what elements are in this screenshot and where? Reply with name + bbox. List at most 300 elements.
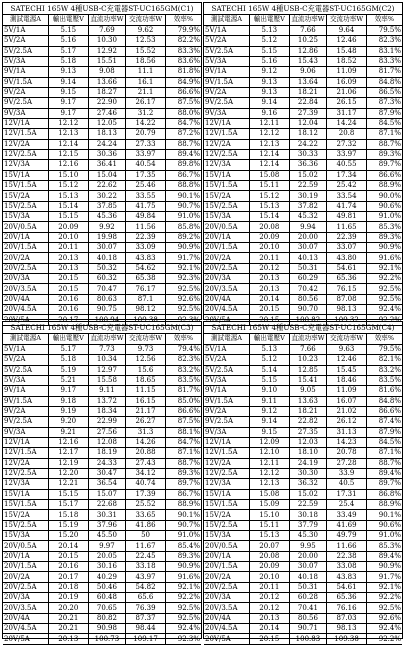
efficiency-cell: 84.5% <box>366 437 402 447</box>
table-row <box>204 562 402 572</box>
dc-power-cell: 27.46 <box>88 108 126 118</box>
output-voltage-cell: 20.08 <box>250 222 290 232</box>
ac-power-cell: 12.46 <box>327 36 367 46</box>
efficiency-cell: 90.7% <box>165 201 201 211</box>
dc-power-cell: 45.32 <box>289 212 327 222</box>
output-voltage-cell: 20.15 <box>49 551 89 561</box>
output-voltage-cell: 20.11 <box>250 253 290 263</box>
test-source-cell: 15V/2.5A <box>3 201 49 211</box>
ac-power-cell: 18.56 <box>126 56 166 66</box>
efficiency-cell: 90.9% <box>366 243 402 253</box>
table-row <box>204 344 402 354</box>
table-row <box>204 593 402 603</box>
dc-power-cell: 50.31 <box>289 582 327 592</box>
table-row <box>3 510 201 520</box>
dc-power-cell: 90.70 <box>289 305 327 315</box>
test-source-cell: 9V/1.5A <box>204 396 250 406</box>
ac-power-cell: 25.4 <box>327 500 367 510</box>
results-panel-c4 <box>203 321 403 643</box>
test-source-cell: 15V/1A <box>3 170 49 180</box>
table-row <box>204 500 402 510</box>
test-source-cell: 20V/2.5A <box>204 582 250 592</box>
efficiency-cell: 81.8% <box>165 67 201 77</box>
efficiency-cell: 83.2% <box>366 365 402 375</box>
test-source-cell: 9V/2A <box>3 87 49 97</box>
ac-power-cell: 22.39 <box>327 232 367 242</box>
test-source-cell: 9V/1.5A <box>3 396 49 406</box>
test-source-cell: 15V/1A <box>3 489 49 499</box>
table-row <box>3 365 201 375</box>
output-voltage-cell: 12.14 <box>49 139 89 149</box>
output-voltage-cell: 5.17 <box>49 46 89 56</box>
ac-power-cell: 54.62 <box>126 263 166 273</box>
table-row <box>3 191 201 201</box>
ac-power-cell: 22.38 <box>327 551 367 561</box>
output-voltage-cell: 20.10 <box>250 243 290 253</box>
test-source-cell: 20V/2A <box>3 572 49 582</box>
output-voltage-cell: 5.18 <box>49 355 89 365</box>
dc-power-cell: 20.05 <box>88 551 126 561</box>
ac-power-cell: 16.15 <box>126 396 166 406</box>
table-row <box>204 365 402 375</box>
dc-power-cell: 27.56 <box>88 427 126 437</box>
ac-power-cell: 41.75 <box>126 201 166 211</box>
output-voltage-cell: 5.17 <box>49 344 89 354</box>
output-voltage-cell: 20.09 <box>49 222 89 232</box>
efficiency-cell: 92.4% <box>366 305 402 315</box>
test-source-cell: 15V/3A <box>204 531 250 541</box>
dc-power-cell: 30.30 <box>289 468 327 478</box>
efficiency-cell: 86.5% <box>366 87 402 97</box>
table-row <box>204 170 402 180</box>
output-voltage-cell: 15.17 <box>49 500 89 510</box>
ac-power-cell: 98.12 <box>126 305 166 315</box>
table-row <box>204 448 402 458</box>
dc-power-cell: 18.19 <box>88 448 126 458</box>
ac-power-cell: 33.18 <box>126 562 166 572</box>
efficiency-cell: 86.7% <box>165 489 201 499</box>
table-row <box>204 375 402 385</box>
dc-power-cell: 13.72 <box>88 396 126 406</box>
output-voltage-header: 輸出電壓V <box>49 15 89 25</box>
dc-power-cell: 30.22 <box>88 191 126 201</box>
table-row <box>204 603 402 613</box>
test-source-cell: 20V/1.5A <box>204 562 250 572</box>
ac-power-cell: 33.54 <box>327 191 367 201</box>
table-row <box>3 551 201 561</box>
test-source-cell: 15V/1A <box>204 170 250 180</box>
table-row <box>3 531 201 541</box>
test-source-cell: 12V/1A <box>204 437 250 447</box>
test-source-cell: 12V/2.5A <box>204 149 250 159</box>
test-source-cell: 20V/5A <box>3 634 49 644</box>
efficiency-cell: 88.7% <box>366 139 402 149</box>
test-source-cell: 12V/3A <box>204 160 250 170</box>
panel-title: SATECHI 165W 4種USB-C充電器ST-UC165GM(C2) <box>204 3 402 15</box>
test-source-cell: 5V/3A <box>3 375 49 385</box>
table-row <box>204 613 402 623</box>
dc-power-cell: 15.02 <box>289 170 327 180</box>
test-source-cell: 20V/2A <box>204 253 250 263</box>
ac-power-cell: 18.65 <box>126 375 166 385</box>
table-row <box>204 396 402 406</box>
ac-power-cell: 21.17 <box>126 406 166 416</box>
efficiency-cell: 89.3% <box>366 149 402 159</box>
panel-title: SATECHI 165W 4種USB-C充電器ST-UC165GM(C4) <box>204 322 402 334</box>
dc-power-cell: 45.50 <box>88 531 126 541</box>
efficiency-cell: 89.2% <box>165 232 201 242</box>
test-source-cell: 12V/2.5A <box>204 468 250 478</box>
output-voltage-cell: 12.17 <box>49 448 89 458</box>
ac-power-cell: 98.44 <box>126 624 166 634</box>
dc-power-header: 直流功率W <box>88 334 126 344</box>
output-voltage-cell: 20.11 <box>49 243 89 253</box>
output-voltage-cell: 12.12 <box>250 129 290 139</box>
header-row <box>3 15 201 25</box>
ac-power-cell: 41.86 <box>126 520 166 530</box>
efficiency-cell: 90.9% <box>165 243 201 253</box>
ac-power-cell: 22.45 <box>126 551 166 561</box>
test-source-cell: 12V/1.5A <box>204 448 250 458</box>
dc-power-cell: 12.04 <box>289 118 327 128</box>
table-row <box>3 284 201 294</box>
efficiency-cell: 91.7% <box>165 253 201 263</box>
dc-power-cell: 10.23 <box>289 355 327 365</box>
table-row <box>204 386 402 396</box>
efficiency-cell: 83.5% <box>165 375 201 385</box>
ac-power-cell: 25.52 <box>126 500 166 510</box>
table-row <box>3 56 201 66</box>
efficiency-cell: 82.3% <box>366 36 402 46</box>
table-row <box>204 520 402 530</box>
ac-power-cell: 49.81 <box>327 212 367 222</box>
output-voltage-cell: 20.13 <box>250 284 290 294</box>
efficiency-cell: 82.2% <box>165 36 201 46</box>
table-row <box>3 427 201 437</box>
efficiency-cell: 90.1% <box>366 510 402 520</box>
efficiency-cell: 87.1% <box>366 448 402 458</box>
output-voltage-cell: 20.17 <box>49 572 89 582</box>
efficiency-cell: 87.9% <box>366 108 402 118</box>
table-row <box>3 294 201 304</box>
efficiency-cell: 84.7% <box>165 118 201 128</box>
efficiency-cell: 82.3% <box>165 355 201 365</box>
efficiency-cell: 79.9% <box>165 25 201 35</box>
table-row <box>204 406 402 416</box>
efficiency-cell: 89.3% <box>366 232 402 242</box>
table-row <box>204 437 402 447</box>
table-row <box>3 406 201 416</box>
output-voltage-cell: 9.14 <box>250 98 290 108</box>
ac-power-cell: 15.48 <box>327 46 367 56</box>
test-source-cell: 9V/3A <box>3 108 49 118</box>
ac-power-cell: 40.55 <box>327 160 367 170</box>
test-source-cell: 20V/1A <box>3 551 49 561</box>
panel-title: SATECHI 165W 4種USB-C充電器ST-UC165GM(C3) <box>3 322 201 334</box>
dc-power-cell: 70.65 <box>88 603 126 613</box>
test-source-cell: 5V/2.5A <box>204 46 250 56</box>
test-source-cell: 12V/2.5A <box>3 468 49 478</box>
dc-power-cell: 12.97 <box>88 365 126 375</box>
table-row <box>204 98 402 108</box>
output-voltage-cell: 9.14 <box>49 77 89 87</box>
efficiency-cell: 90.6% <box>366 520 402 530</box>
test-source-cell: 20V/3.5A <box>204 284 250 294</box>
efficiency-cell: 92.5% <box>165 284 201 294</box>
test-source-cell: 20V/0.5A <box>3 222 49 232</box>
table-row <box>204 551 402 561</box>
ac-power-cell: 9.73 <box>126 344 166 354</box>
test-source-cell: 9V/3A <box>204 108 250 118</box>
table-row <box>204 118 402 128</box>
efficiency-table <box>3 334 201 645</box>
test-source-cell: 20V/4A <box>204 294 250 304</box>
ac-power-cell: 27.32 <box>327 139 367 149</box>
ac-power-cell: 40.74 <box>126 479 166 489</box>
test-source-cell: 20V/2.5A <box>3 263 49 273</box>
efficiency-cell: 89.4% <box>366 468 402 478</box>
efficiency-cell: 83.3% <box>366 56 402 66</box>
dc-power-cell: 80.56 <box>289 613 327 623</box>
dc-power-cell: 45.30 <box>289 531 327 541</box>
output-voltage-cell: 9.12 <box>250 406 290 416</box>
dc-power-cell: 90.71 <box>289 624 327 634</box>
efficiency-cell: 83.6% <box>165 56 201 66</box>
efficiency-cell: 86.6% <box>165 406 201 416</box>
efficiency-cell: 87.5% <box>165 98 201 108</box>
efficiency-cell: 92.1% <box>165 582 201 592</box>
table-row <box>204 46 402 56</box>
efficiency-cell: 86.6% <box>366 170 402 180</box>
dc-power-cell: 13.64 <box>289 77 327 87</box>
table-row <box>3 613 201 623</box>
ac-power-header: 交流功率W <box>327 334 367 344</box>
test-source-cell: 9V/1.5A <box>204 77 250 87</box>
output-voltage-cell: 5.12 <box>250 36 290 46</box>
efficiency-cell: 92.2% <box>366 274 402 284</box>
test-source-cell: 9V/1A <box>204 386 250 396</box>
ac-power-cell: 11.15 <box>126 386 166 396</box>
table-row <box>3 634 201 644</box>
table-row <box>3 160 201 170</box>
ac-power-cell: 27.28 <box>327 458 367 468</box>
output-voltage-cell: 20.15 <box>49 274 89 284</box>
dc-power-cell: 12.86 <box>289 46 327 56</box>
dc-power-header: 直流功率W <box>88 15 126 25</box>
efficiency-cell: 90.9% <box>165 562 201 572</box>
output-voltage-cell: 9.15 <box>49 87 89 97</box>
efficiency-cell: 86.7% <box>165 170 201 180</box>
ac-power-cell: 16.09 <box>327 77 367 87</box>
test-source-cell: 15V/1A <box>204 489 250 499</box>
efficiency-cell: 92.3% <box>165 634 201 644</box>
test-source-cell: 15V/2.5A <box>204 201 250 211</box>
test-source-cell: 12V/3A <box>3 160 49 170</box>
dc-power-cell: 36.36 <box>289 160 327 170</box>
ac-power-cell: 31.3 <box>126 427 166 437</box>
ac-power-cell: 87.37 <box>126 613 166 623</box>
ac-power-cell: 26.17 <box>126 98 166 108</box>
test-source-cell: 20V/3A <box>3 593 49 603</box>
output-voltage-cell: 20.13 <box>250 613 290 623</box>
ac-power-cell: 65.36 <box>327 274 367 284</box>
table-row <box>204 25 402 35</box>
efficiency-cell: 92.2% <box>366 593 402 603</box>
test-source-cell: 12V/1A <box>204 118 250 128</box>
output-voltage-cell: 20.16 <box>49 294 89 304</box>
test-source-cell: 20V/2A <box>204 572 250 582</box>
dc-power-cell: 30.33 <box>289 149 327 159</box>
table-row <box>3 624 201 634</box>
table-row <box>204 582 402 592</box>
dc-power-cell: 10.30 <box>88 36 126 46</box>
dc-power-cell: 18.13 <box>88 129 126 139</box>
dc-power-cell: 15.04 <box>88 170 126 180</box>
dc-power-cell: 30.18 <box>289 510 327 520</box>
efficiency-cell: 84.5% <box>366 118 402 128</box>
test-source-cell: 9V/1A <box>3 386 49 396</box>
output-voltage-cell: 12.11 <box>250 458 290 468</box>
ac-power-cell: 17.39 <box>126 489 166 499</box>
output-voltage-cell: 15.13 <box>49 191 89 201</box>
output-voltage-cell: 9.17 <box>49 98 89 108</box>
test-source-cell: 20V/0.5A <box>204 541 250 551</box>
ac-power-header: 交流功率W <box>126 334 166 344</box>
table-row <box>204 489 402 499</box>
ac-power-cell: 41.74 <box>327 201 367 211</box>
output-voltage-cell: 5.18 <box>49 56 89 66</box>
ac-power-cell: 33.97 <box>126 149 166 159</box>
dc-power-cell: 50.31 <box>289 263 327 273</box>
efficiency-cell: 90.1% <box>165 510 201 520</box>
output-voltage-cell: 12.12 <box>250 468 290 478</box>
output-voltage-cell: 15.12 <box>49 181 89 191</box>
ac-power-cell: 33.07 <box>327 243 367 253</box>
test-source-cell: 20V/4A <box>3 294 49 304</box>
table-row <box>204 108 402 118</box>
output-voltage-header: 輸出電壓V <box>250 15 290 25</box>
test-source-cell: 15V/2A <box>204 191 250 201</box>
table-row <box>3 458 201 468</box>
test-source-cell: 20V/2.5A <box>204 263 250 273</box>
table-row <box>204 510 402 520</box>
output-voltage-cell: 15.14 <box>49 201 89 211</box>
efficiency-cell: 92.1% <box>165 263 201 273</box>
ac-power-cell: 18.52 <box>327 56 367 66</box>
efficiency-cell: 85.3% <box>366 541 402 551</box>
table-row <box>3 562 201 572</box>
output-voltage-cell: 12.13 <box>250 139 290 149</box>
output-voltage-cell: 20.13 <box>49 634 89 644</box>
output-voltage-header: 輸出電壓V <box>250 334 290 344</box>
dc-power-cell: 22.59 <box>289 500 327 510</box>
output-voltage-cell: 20.10 <box>49 232 89 242</box>
results-panel-c2 <box>203 2 403 324</box>
table-row <box>3 263 201 273</box>
table-row <box>204 129 402 139</box>
ac-power-cell: 27.33 <box>126 139 166 149</box>
table-row <box>204 541 402 551</box>
output-voltage-cell: 12.13 <box>49 129 89 139</box>
table-row <box>204 212 402 222</box>
output-voltage-cell: 9.21 <box>49 427 89 437</box>
output-voltage-cell: 9.14 <box>250 417 290 427</box>
output-voltage-cell: 20.21 <box>49 624 89 634</box>
output-voltage-cell: 5.12 <box>250 355 290 365</box>
dc-power-cell: 22.59 <box>289 181 327 191</box>
test-source-cell: 5V/3A <box>204 375 250 385</box>
efficiency-cell: 92.2% <box>366 634 402 644</box>
efficiency-cell: 92.2% <box>165 593 201 603</box>
ac-power-cell: 11.09 <box>327 386 367 396</box>
output-voltage-cell: 12.16 <box>49 437 89 447</box>
output-voltage-cell: 20.11 <box>250 582 290 592</box>
output-voltage-cell: 9.13 <box>49 67 89 77</box>
output-voltage-cell: 5.21 <box>49 375 89 385</box>
efficiency-cell: 85.0% <box>165 396 201 406</box>
dc-power-cell: 36.41 <box>88 160 126 170</box>
efficiency-cell: 87.5% <box>165 417 201 427</box>
output-voltage-cell: 15.11 <box>250 520 290 530</box>
efficiency-cell: 82.1% <box>366 355 402 365</box>
output-voltage-cell: 20.20 <box>49 603 89 613</box>
ac-power-cell: 109.38 <box>327 634 367 644</box>
test-source-cell: 9V/1A <box>204 67 250 77</box>
efficiency-cell: 83.2% <box>165 365 201 375</box>
output-voltage-cell: 15.08 <box>250 489 290 499</box>
output-voltage-cell: 20.15 <box>250 634 290 644</box>
ac-power-cell: 43.97 <box>126 572 166 582</box>
efficiency-cell: 84.8% <box>366 396 402 406</box>
dc-power-cell: 13.66 <box>88 77 126 87</box>
efficiency-cell: 92.4% <box>165 624 201 634</box>
test-source-cell: 20V/1A <box>204 232 250 242</box>
dc-power-cell: 30.07 <box>289 562 327 572</box>
test-source-cell: 20V/4.5A <box>3 305 49 315</box>
ac-power-cell: 40.5 <box>327 479 367 489</box>
dc-power-cell: 13.63 <box>289 396 327 406</box>
dc-power-cell: 18.21 <box>289 406 327 416</box>
test-source-cell: 15V/2A <box>204 510 250 520</box>
dc-power-cell: 37.82 <box>289 201 327 211</box>
efficiency-cell: 81.7% <box>366 67 402 77</box>
table-row <box>3 489 201 499</box>
table-row <box>204 572 402 582</box>
dc-power-cell: 27.39 <box>289 108 327 118</box>
header-row <box>204 15 402 25</box>
dc-power-cell: 12.05 <box>88 118 126 128</box>
efficiency-cell: 88.7% <box>165 458 201 468</box>
table-row <box>204 67 402 77</box>
table-row <box>3 98 201 108</box>
output-voltage-cell: 20.13 <box>49 253 89 263</box>
output-voltage-cell: 20.21 <box>49 613 89 623</box>
ac-power-cell: 27.43 <box>126 458 166 468</box>
output-voltage-cell: 15.14 <box>250 212 290 222</box>
ac-power-cell: 33.09 <box>126 243 166 253</box>
output-voltage-cell: 9.12 <box>250 67 290 77</box>
dc-power-header: 直流功率W <box>289 334 327 344</box>
ac-power-cell: 41.69 <box>327 520 367 530</box>
test-source-cell: 12V/3A <box>204 479 250 489</box>
table-row <box>3 305 201 315</box>
efficiency-cell: 91.6% <box>165 572 201 582</box>
test-source-cell: 15V/2.5A <box>204 520 250 530</box>
output-voltage-cell: 12.20 <box>49 468 89 478</box>
table-row <box>204 160 402 170</box>
table-row <box>3 593 201 603</box>
test-source-cell: 20V/4A <box>3 613 49 623</box>
